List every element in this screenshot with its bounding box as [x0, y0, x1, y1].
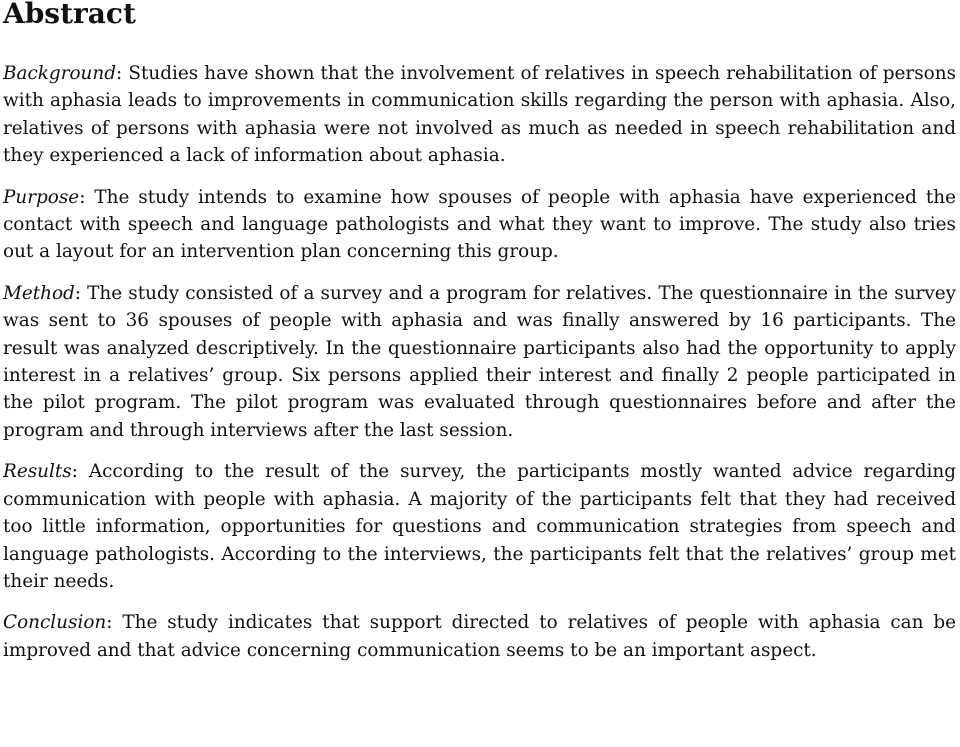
abstract-page: [3, 0, 956, 664]
method-label: Method: [3, 282, 75, 304]
background-label: Background: [3, 63, 117, 84]
page-title: Abstract: [3, 0, 136, 30]
purpose-text: The study intends to examine how spouses of people with aphasia have experienced the contact with speech and language pathologists and what they want to improve. The study also tries out a layout for an intervention plan concerning this group.: [3, 186, 956, 263]
conclusion-paragraph: Conclusion: The study indicates that support directed to relatives of people with aphasia can be improved and that advice concerning communication seems to be an important aspect.: [3, 612, 956, 661]
results-label: Results: [3, 461, 72, 483]
method-paragraph: Method: The study consisted of a survey and a program for relatives. The questionnaire in the survey was sent to 36 spouses of people with aphasia and was finally answered by 16 participants. The result was analyzed descriptively. In the questionnaire participants also had the opportunity to apply interest in a relatives’ group. Six persons applied their interest and finally 2 people participated in the pilot program. The pilot program was evaluated through questionnaires before and after the program and through interviews after the last session.: [3, 282, 956, 441]
results-paragraph: Results: According to the result of the survey, the participants mostly wanted advice regarding communication with people with aphasia. A majority of the participants felt that they had received too little information, opportunities for questions and communication strategies from speech and language pathologists. According to the interviews, the participants felt that the relatives’ group met their needs.: [3, 461, 957, 592]
background-paragraph: Background: Studies have shown that the involvement of relatives in speech rehabilitation of persons with aphasia leads to improvements in communication skills regarding the person with aphasia. Also, relatives of persons with aphasia were not involved as much as needed in speech rehabilitation and they experienced a lack of information about aphasia.: [3, 63, 957, 167]
results-text: According to the result of the survey, the participants mostly wanted advice regarding communication with people with aphasia. A majority of the participants felt that they had received too little information, opportunities for questions and communication strategies from speech and language pathologists. According to the interviews, the participants felt that the relatives’ group met their needs.: [3, 461, 957, 592]
method-text: The study consisted of a survey and a program for relatives. The questionnaire in the survey was sent to 36 spouses of people with aphasia and was finally answered by 16 participants. The result was analyzed descriptively. In the questionnaire participants also had the opportunity to apply interest in a relatives’ group. Six persons applied their interest and finally 2 people participated in the pilot program. The pilot program was evaluated through questionnaires before and after the program and through interviews after the last session.: [3, 282, 956, 441]
conclusion-label: Conclusion: [3, 612, 107, 634]
background-text: Studies have shown that the involvement of relatives in speech rehabilitation of persons with aphasia leads to improvements in communication skills regarding the person with aphasia. Also, relatives of persons with aphasia were not involved as much as needed in speech rehabilitation and they experienced a lack of information about aphasia.: [3, 63, 957, 167]
purpose-label: Purpose: [3, 186, 80, 208]
conclusion-text: The study indicates that support directed to relatives of people with aphasia can be improved and that advice concerning communication seems to be an important aspect.: [3, 612, 956, 661]
purpose-paragraph: Purpose: The study intends to examine how spouses of people with aphasia have experienced the contact with speech and language pathologists and what they want to improve. The study also tries out a layout for an intervention plan concerning this group.: [3, 186, 956, 263]
